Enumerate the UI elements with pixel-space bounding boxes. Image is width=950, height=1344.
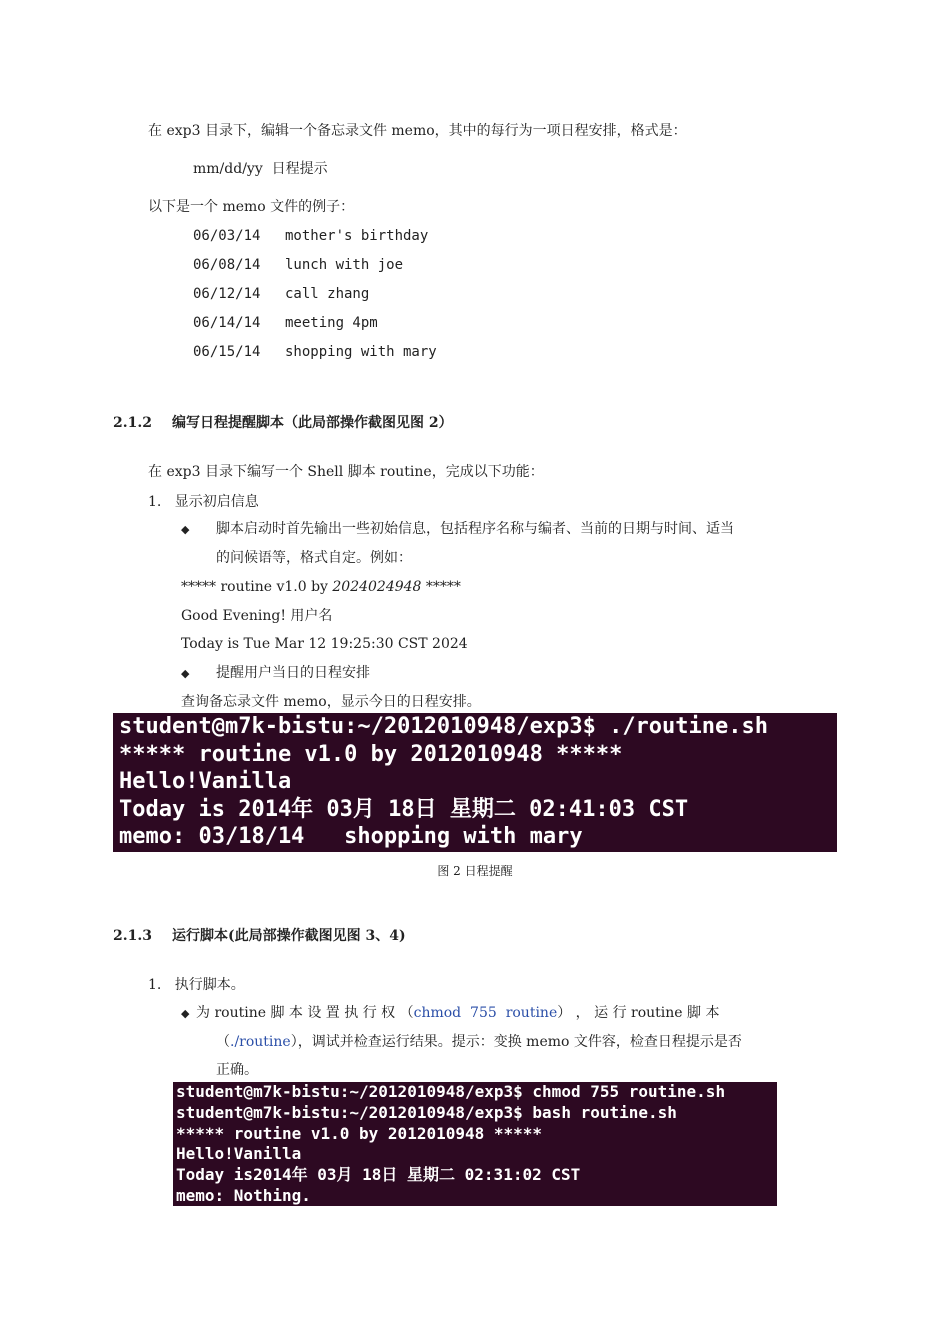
bullet-diamond-icon: ◆ — [181, 523, 190, 536]
terminal-line: student@m7k-bistu:~/2012010948/exp3$ chmod 755 routine.sh — [176, 1082, 726, 1101]
list-item-1: 1. 显示初启信息 — [148, 494, 259, 510]
memo-row-date: 06/03/14 — [193, 228, 261, 244]
terminal-screenshot — [113, 713, 837, 852]
bullet-text-open: （ — [216, 1034, 230, 1050]
terminal-line: student@m7k-bistu:~/2012010948/exp3$ ./routine.sh — [119, 714, 769, 739]
example-banner-pre: ***** routine v1.0 by — [181, 579, 333, 595]
bullet-text-pre: 为 routine 脚 本 设 置 执 行 权 （ — [196, 1005, 414, 1021]
memo-row-text: call zhang — [285, 286, 370, 302]
section-title: 运行脚本(此局部操作截图见图 3、4) — [172, 928, 406, 944]
memo-format: mm/dd/yy 日程提示 — [193, 161, 328, 177]
terminal-line: Today is 2014年 03月 18日 星期二 02:41:03 CST — [119, 796, 689, 822]
example-banner-post: ***** — [421, 579, 461, 595]
terminal-line: memo: Nothing. — [176, 1185, 311, 1205]
query-text: 查询备忘录文件 memo，显示今日的日程安排。 — [181, 694, 481, 710]
intro-paragraph: 在 exp3 目录下，编辑一个备忘录文件 memo，其中的每行为一项日程安排，格式是： — [148, 123, 687, 139]
terminal-line: memo: 03/18/14 shopping with mary — [119, 824, 583, 849]
example-banner-id: 2024024948 — [332, 579, 422, 595]
terminal-screenshot — [173, 1082, 777, 1206]
bullet-text: 的问候语等，格式自定。例如： — [216, 550, 412, 566]
section-title: 编写日程提醒脚本（此局部操作截图见图 2） — [172, 415, 453, 431]
memo-row-text: meeting 4pm — [285, 315, 378, 331]
example-banner — [181, 577, 461, 597]
section-number: 2.1.2 — [113, 415, 152, 431]
bullet-text-post: ） ， 运 行 routine 脚 本 — [557, 1005, 720, 1021]
section-description: 在 exp3 目录下编写一个 Shell 脚本 routine，完成以下功能： — [148, 464, 544, 480]
bullet-text: 正确。 — [216, 1062, 258, 1078]
terminal-line: Hello!Vanilla — [176, 1144, 302, 1164]
list-item-1: 1. 执行脚本。 — [148, 977, 245, 993]
memo-example-label: 以下是一个 memo 文件的例子： — [148, 199, 355, 215]
memo-row-date: 06/12/14 — [193, 286, 261, 302]
cmd-755: 755 — [470, 1005, 497, 1021]
bullet-text — [216, 1032, 742, 1052]
section-number: 2.1.3 — [113, 928, 152, 944]
memo-row-date: 06/15/14 — [193, 344, 261, 360]
terminal-line: ***** routine v1.0 by 2012010948 ***** — [119, 741, 623, 767]
bullet-text-rest: ），调试并检查运行结果。提示：变换 memo 文件容，检查日程提示是否 — [290, 1034, 742, 1050]
terminal-line: Today is2014年 03月 18日 星期二 02:31:02 CST — [176, 1165, 581, 1185]
cmd-chmod: chmod — [413, 1005, 462, 1021]
example-today: Today is Tue Mar 12 19:25:30 CST 2024 — [181, 636, 468, 652]
cmd-run: ./routine — [230, 1034, 291, 1050]
bullet-diamond-icon: ◆ — [181, 1007, 190, 1020]
memo-row-text: lunch with joe — [285, 257, 404, 273]
terminal-line: student@m7k-bistu:~/2012010948/exp3$ bash routine.sh — [176, 1102, 677, 1122]
memo-row-text: mother's birthday — [285, 228, 429, 244]
cmd-routine: routine — [505, 1005, 558, 1021]
terminal-line: Hello!Vanilla — [119, 769, 292, 794]
example-greeting: Good Evening! 用户名 — [181, 608, 333, 624]
memo-row-date: 06/08/14 — [193, 257, 261, 273]
memo-row-date: 06/14/14 — [193, 315, 261, 331]
bullet-text: 提醒用户当日的日程安排 — [216, 665, 370, 681]
bullet-text — [196, 1003, 719, 1023]
terminal-line: ***** routine v1.0 by 2012010948 ***** — [176, 1123, 543, 1143]
memo-row-text: shopping with mary — [285, 344, 437, 360]
figure-caption: 图 2 日程提醒 — [437, 864, 513, 878]
bullet-diamond-icon: ◆ — [181, 667, 190, 680]
bullet-text: 脚本启动时首先输出一些初始信息，包括程序名称与编者、当前的日期与时间、适当 — [216, 521, 734, 537]
